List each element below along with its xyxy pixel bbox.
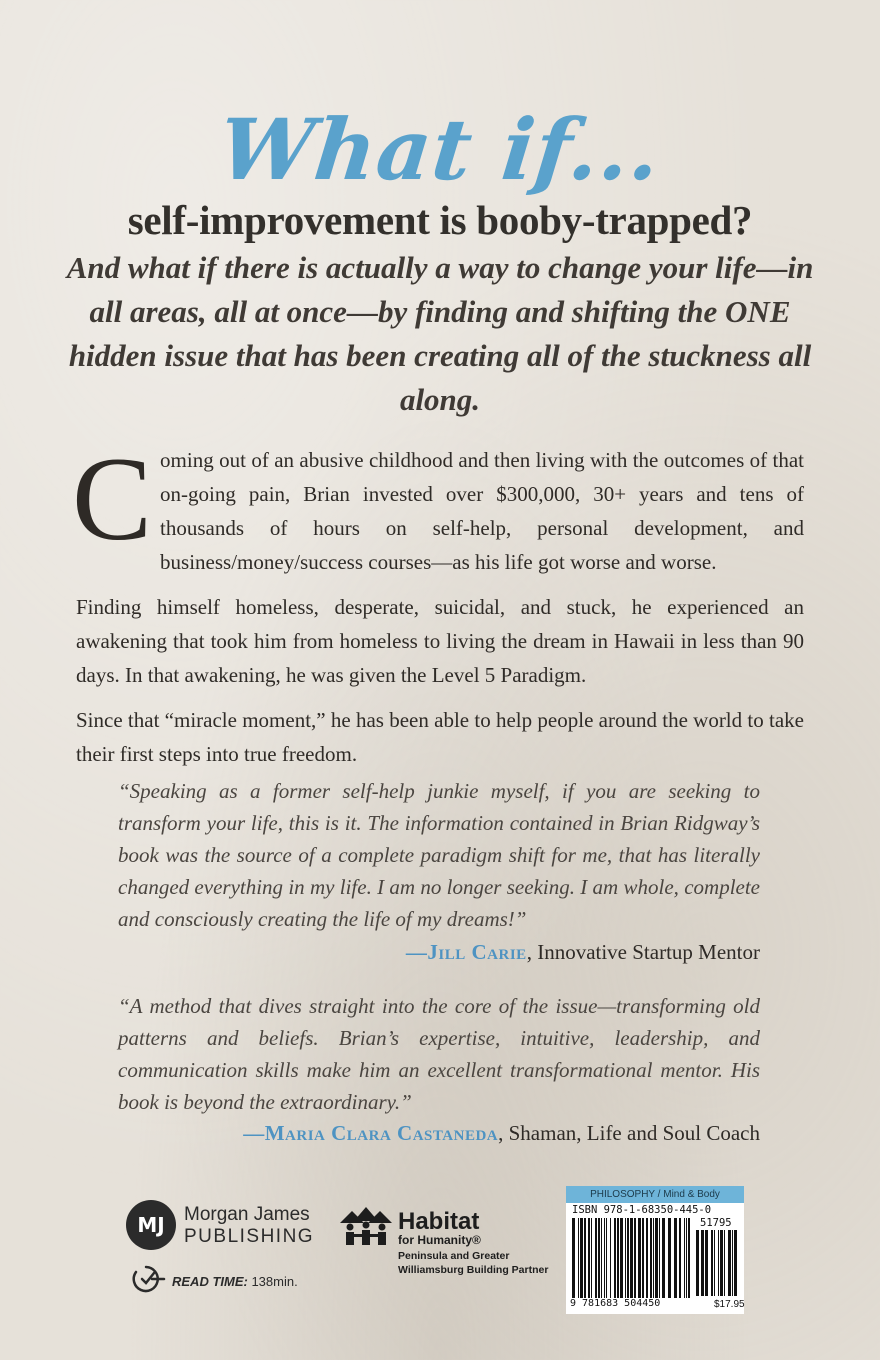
body-paragraph-3: Since that “miracle moment,” he has been able to help people around the world to take their first steps into true freedom. — [76, 708, 804, 766]
habitat-name — [398, 1208, 481, 1247]
habitat-house-icon — [338, 1203, 394, 1247]
publisher-logo-letters: MJ — [137, 1213, 165, 1237]
lead-statement: And what if there is actually a way to change your life—in all areas, all at once—by finding and shifting the ONE hidden issue that has been creating all of the stuckness all along. — [66, 250, 814, 417]
body-paragraph-1 — [72, 432, 804, 579]
habitat-title: Habitat — [398, 1208, 480, 1235]
addon-number: 51795 — [700, 1217, 732, 1229]
drop-cap: C — [72, 432, 153, 565]
price-label: $17.95 — [714, 1299, 745, 1310]
attribution-dash: — — [243, 1121, 265, 1145]
testimonial-quote-2: “A method that dives straight into the core of the issue—transforming old patterns and beliefs. Brian’s expertise, intuitive, leadership, and communication skills make him an excellent transformational mentor. His book is beyond the extraordinary.” — [118, 994, 760, 1114]
addon-barcode-icon — [696, 1230, 738, 1296]
body-paragraph-2: Finding himself homeless, desperate, suicidal, and stuck, he experienced an awakening that took him from homeless to living the dream in Hawaii in less than 90 days. In that awakening, he was given the Level 5 Paradigm. — [76, 595, 804, 687]
attribution-dash: — — [405, 940, 428, 964]
cover-subtitle: self-improvement is booby-trapped? — [127, 197, 753, 243]
body-paragraph-1-text: oming out of an abusive childhood and then living with the outcomes of that on-going pain, Brian invested over $300,000, 30+ years and tens of thousands of hours on self-help, personal development, and business/money/success courses—as his life got worse and worse. — [160, 448, 804, 574]
isbn-number: ISBN 978-1-68350-445-0 — [572, 1204, 712, 1216]
read-time-value: 138min. — [247, 1274, 298, 1289]
barcode-box — [566, 1186, 744, 1314]
read-time — [172, 1274, 298, 1289]
read-time-label: READ TIME: — [172, 1274, 248, 1289]
publisher-name — [184, 1204, 314, 1248]
attribution-name: Maria Clara Castaneda — [264, 1121, 499, 1145]
category-label: PHILOSOPHY / Mind & Body — [566, 1186, 744, 1203]
cover-headline: What if... — [214, 100, 666, 199]
attribution-role: , Shaman, Life and Soul Coach — [498, 1121, 760, 1145]
attribution-name: Jill Carie — [427, 940, 527, 964]
ean-barcode-icon — [572, 1218, 692, 1298]
publisher-name-line2: PUBLISHING — [184, 1226, 315, 1247]
attribution-role: , Innovative Startup Mentor — [526, 940, 760, 964]
habitat-sub-line1: Peninsula and Greater — [398, 1250, 510, 1262]
testimonial-quote-1: “Speaking as a former self-help junkie myself, if you are seeking to transform your life, this is it. The information contained in Brian Ridgway’s book was the source of a complete paradigm shift for me, that has literally changed everything in my life. I am no longer seeking. I am whole, complete and consciously creating the life of my dreams!” — [118, 779, 760, 931]
publisher-logo-icon — [126, 1200, 176, 1250]
ean-number: 9 781683 504450 — [570, 1298, 661, 1309]
habitat-subtitle — [398, 1249, 548, 1277]
publisher-name-line1: Morgan James — [184, 1204, 310, 1225]
habitat-sub-line2: Williamsburg Building Partner — [398, 1264, 549, 1276]
testimonial-attribution-1 — [118, 940, 760, 965]
testimonial-attribution-2 — [118, 1121, 760, 1146]
habitat-tagline: for Humanity® — [398, 1233, 481, 1247]
clock-icon — [130, 1264, 166, 1294]
